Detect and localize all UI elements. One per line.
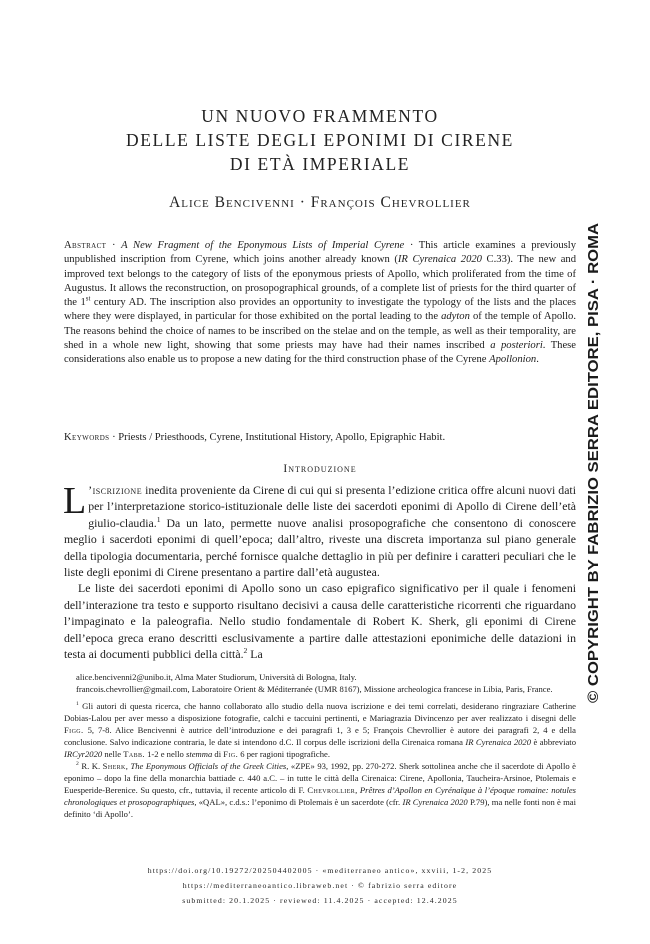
copyright-text: © COPYRIGHT BY FABRIZIO SERRA EDITORE, PISA · ROMA <box>586 285 602 703</box>
paragraph-text: inedita proveniente da Cirene di cui qui si presenta l’edizione critica offre alcuni nuovi dati per l’interpretazione storico-istituzionale delle liste dei sacerdoti eponimi di Apollo di Cirene dell’età giulio-claudia. <box>88 483 576 530</box>
article-title <box>64 104 576 176</box>
title-line: UN NUOVO FRAMMENTO <box>201 106 439 126</box>
footnote-text: , «QAL», c.d.s.: l’eponimo di Ptolemais è un sacerdote (cfr. <box>194 797 403 807</box>
footnote-ref: 1 <box>156 514 161 524</box>
dates-line: submitted: 20.1.2025 · reviewed: 11.4.2025 · accepted: 12.4.2025 <box>182 896 458 905</box>
footnote-text: Sherk <box>102 761 126 771</box>
title-line: DELLE LISTE DEGLI EPONIMI DI CIRENE <box>126 130 514 150</box>
section-heading: Introduzione <box>283 463 357 475</box>
abstract-text: century AD. The inscription also provides an opportunity to investigate the typology of the lists and the places where they were displayed, in particular for those exhibited on the portal leading to the <box>64 297 577 323</box>
copyright-sidebar <box>581 220 605 705</box>
abstract-english-title: A New Fragment of the Eponymous Lists of Imperial Cyrene <box>121 240 405 251</box>
abstract-text: . These considerations also enable us to propose a new dating for the third construction phase of the Cyrene <box>64 340 576 366</box>
abstract-ref: IR Cyrenaica 2020 <box>397 254 482 266</box>
footnote-italic: IRCyr2020 <box>64 749 103 759</box>
keywords <box>64 431 576 445</box>
footnote-text: R. K. <box>78 761 103 771</box>
footnotes <box>64 671 576 820</box>
footnote-text: nelle <box>102 749 124 759</box>
abstract-text: C.33). The new and improved text belongs to the category of lists of the eponymous priests of Apollo, which proliferated from the time of Augustus. It allows the reconstruction, on prosopographical grounds, of a complete list of priests for the third quarter of the 1 <box>64 254 576 309</box>
footnote-text: Fig. <box>223 749 239 759</box>
footnote-italic: Prêtres d’Apollon en Cyrénaïque à l’époque romaine: notules chronologiques et prosopographiques <box>64 785 577 807</box>
footnote-number: 1 <box>76 701 79 708</box>
footnote-2 <box>64 760 576 820</box>
footnote-number: 2 <box>76 761 79 768</box>
affiliation: francois.chevrollier@gmail.com, Laboratoire Orient & Méditerranée (UMR 8167), Missione archeologica francese in Libia, Paris, France. <box>76 684 553 694</box>
footnote-text: Chevrollier <box>307 785 356 795</box>
abstract-text: . <box>536 354 539 366</box>
footnote-text: 440 a.C. – in tutte le città della Cirenaica: Cirene, Apollonia, Taucheira-Arsinoe, Ptolemais e Euesperide-Berenice. Su questo, cfr., tuttavia, il recente articolo di F. <box>64 773 576 795</box>
abstract-label: Abstract <box>64 240 107 251</box>
footnote-text: di <box>212 749 224 759</box>
drop-cap: L <box>63 480 87 522</box>
footnote-italic: The Eponymous Officials of the Greek Cities <box>130 761 287 771</box>
page-footer <box>64 863 576 908</box>
footnote-text: , <box>355 785 360 795</box>
doi-line[interactable]: https://doi.org/10.19272/202504402005 · «mediterraneo antico», xxviii, 1-2, 2025 <box>147 866 493 875</box>
footnote-italic: IR Cyrenaica 2020 <box>402 797 468 807</box>
abstract-italic: Apollonion <box>489 354 537 366</box>
footnote-text: Tabb. <box>123 749 145 759</box>
abstract <box>64 239 576 368</box>
footnote-ref: 2 <box>243 646 248 656</box>
lead-word: ’iscrizione <box>88 483 143 497</box>
website-line[interactable]: https://mediterraneoantico.libraweb.net · © fabrizio serra editore <box>182 881 458 890</box>
abstract-italic: a posteriori <box>490 340 543 352</box>
footnote-text: è abbreviato <box>531 737 576 747</box>
abstract-text: of the temple of Apollo. The reasons behind the choice of names to be inscribed on the stelae and on the temple, as well as their temporality, are shed in a whole new light, showing that some priests may have had their names inscribed <box>64 311 576 352</box>
body-text <box>64 482 576 662</box>
footnote-italic: c. <box>238 773 245 783</box>
footnote-italic: stemma <box>186 749 213 759</box>
footnote-text: Gli autori di questa ricerca, che hanno collaborato allo studio della nuova iscrizione e dei temi correlati, desiderano ringraziare Catherine Dobias-Lalou per aver messo a disposizione fotografie, calchi e taccuini pertinenti, e Mariagrazia Divincenzo per aver realizzato i disegni delle <box>64 701 576 723</box>
footnote-italic: IR Cyrenaica 2020 <box>465 737 532 747</box>
footnote-text: , «ZPE» 93, 1992, pp. 270-272. Sherk sottolinea anche che il sacerdote di Apollo è eponimo – dopo la fine della monarchia battiade <box>64 761 576 783</box>
footnote-text: 6 per ragioni tipografiche. <box>238 749 330 759</box>
paragraph-text: Da un lato, permette nuove analisi prosopografiche che consentono di conoscere meglio i sacerdoti eponimi di quell’epoca; dall’altro, riveste una discreta importanza sul piano generale della tipologia documentaria, perché fornisce qualche dettaglio in più per definire i caratteri peculiari che le liste degli eponimi di Cirene presentano a partire dall’età augustea. <box>64 515 576 580</box>
paragraph-text: Le liste dei sacerdoti eponimi di Apollo sono un caso epigrafico significativo per il quale i fenomeni dell’interazione tra testo e supporto risultano decisivi a causa delle caratteristiche ricorrenti che riguardano l’impaginato e la paleografia. Nello studio fondamentale di Robert K. Sherk, gli eponimi di Cirene dell’epoca greca erano descritti esclusivamente a partire dalle attestazioni eponimiche delle datazioni in testa ai documenti pubblici della città. <box>64 581 576 662</box>
separator: · <box>106 240 122 251</box>
footnote-text: P.79), ma nelle fonti non è mai definito ‘di Apollo’. <box>64 797 577 819</box>
title-line: DI ETÀ IMPERIALE <box>229 154 411 174</box>
footnote-text: 1-2 e nello <box>144 749 187 759</box>
abstract-text: · This article examines a previously unpublished inscription from Cyrene, which joins another already known ( <box>64 240 576 266</box>
keywords-text: · Priests / Priesthoods, Cyrene, Institutional History, Apollo, Epigraphic Habit. <box>109 432 446 443</box>
authors: Alice Bencivenni · François Chevrollier <box>169 194 471 211</box>
footnote-text: 5, 7-8. Alice Bencivenni è autrice dell’introduzione e dei paragrafi 1, 3 e 5; François Chevrollier è autore dei paragrafi 2, 4 e della conclusione. Salvo indicazione contraria, le date si intendono d.C. Il corpus delle iscrizioni della Cirenaica romana <box>64 725 576 747</box>
footnote-text: , <box>125 761 131 771</box>
abstract-italic: adyton <box>441 311 470 323</box>
affiliation: alice.bencivenni2@unibo.it, Alma Mater Studiorum, Università di Bologna, Italy. <box>76 672 357 682</box>
keywords-label: Keywords <box>64 432 110 443</box>
abstract-sup: st <box>85 295 91 303</box>
footnote-1 <box>64 700 576 760</box>
footnote-text: Figg. <box>64 725 84 735</box>
paragraph-text: La <box>247 647 263 662</box>
